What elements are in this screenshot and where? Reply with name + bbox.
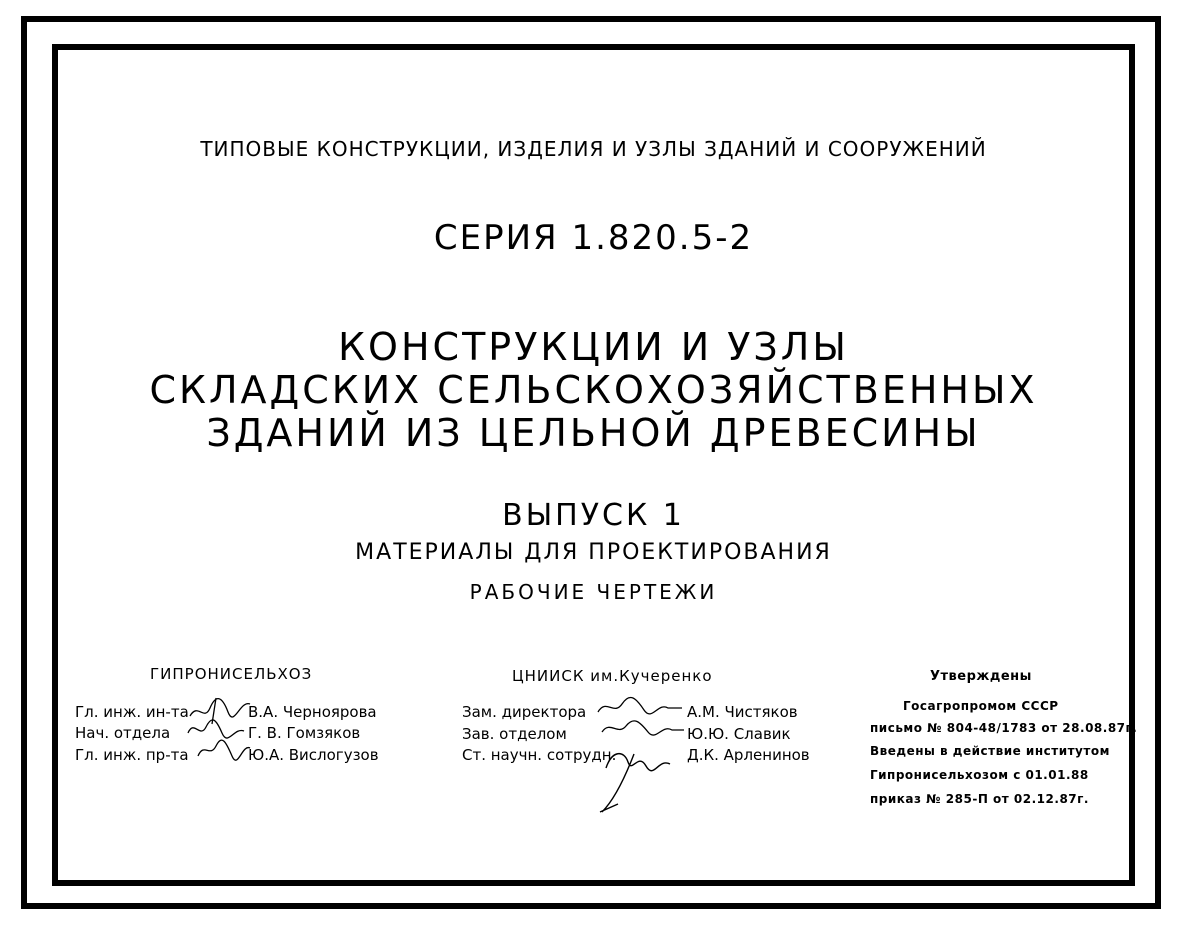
left-role-3: Гл. инж. пр-та xyxy=(75,746,189,764)
signature-4 xyxy=(596,694,684,720)
signature-3 xyxy=(196,738,252,764)
subtitle-materials: МАТЕРИАЛЫ ДЛЯ ПРОЕКТИРОВАНИЯ xyxy=(355,540,832,565)
header-line: ТИПОВЫЕ КОНСТРУКЦИИ, ИЗДЕЛИЯ И УЗЛЫ ЗДАНИЙ И СООРУЖЕНИЙ xyxy=(200,137,987,161)
center-name-2: Ю.Ю. Славик xyxy=(687,725,791,743)
center-role-3: Ст. научн. сотрудн. xyxy=(462,746,617,764)
left-role-2: Нач. отдела xyxy=(75,724,171,742)
signature-6 xyxy=(594,740,684,816)
title-line-1: КОНСТРУКЦИИ И УЗЛЫ xyxy=(338,325,849,369)
right-line-1: Госагропромом СССР xyxy=(903,699,1059,713)
center-org: ЦНИИСК им.Кучеренко xyxy=(512,667,713,685)
signature-5 xyxy=(600,718,686,740)
right-line-4: Гипронисельхозом с 01.01.88 xyxy=(870,768,1089,782)
left-name-3: Ю.А. Вислогузов xyxy=(248,746,379,764)
title-line-3: ЗДАНИЙ ИЗ ЦЕЛЬНОЙ ДРЕВЕСИНЫ xyxy=(206,411,981,455)
center-name-3: Д.К. Арленинов xyxy=(687,746,810,764)
right-line-3: Введены в действие институтом xyxy=(870,744,1110,758)
right-line-5: приказ № 285-П от 02.12.87г. xyxy=(870,792,1089,806)
issue-title: ВЫПУСК 1 xyxy=(502,498,685,533)
center-name-1: А.М. Чистяков xyxy=(687,703,798,721)
right-heading: Утверждены xyxy=(930,669,1032,684)
series-title: СЕРИЯ 1.820.5-2 xyxy=(433,218,754,258)
left-org: ГИПРОНИСЕЛЬХОЗ xyxy=(150,665,313,683)
right-line-2: письмо № 804-48/1783 от 28.08.87г. xyxy=(870,721,1138,735)
left-name-2: Г. В. Гомзяков xyxy=(248,724,361,742)
center-role-2: Зав. отделом xyxy=(462,725,567,743)
title-line-2: СКЛАДСКИХ СЕЛЬСКОХОЗЯЙСТВЕННЫХ xyxy=(149,368,1038,412)
subtitle-drawings: РАБОЧИЕ ЧЕРТЕЖИ xyxy=(469,580,718,604)
center-role-1: Зам. директора xyxy=(462,703,587,721)
left-role-1: Гл. инж. ин-та xyxy=(75,703,189,721)
left-name-1: В.А. Черноярова xyxy=(248,703,377,721)
